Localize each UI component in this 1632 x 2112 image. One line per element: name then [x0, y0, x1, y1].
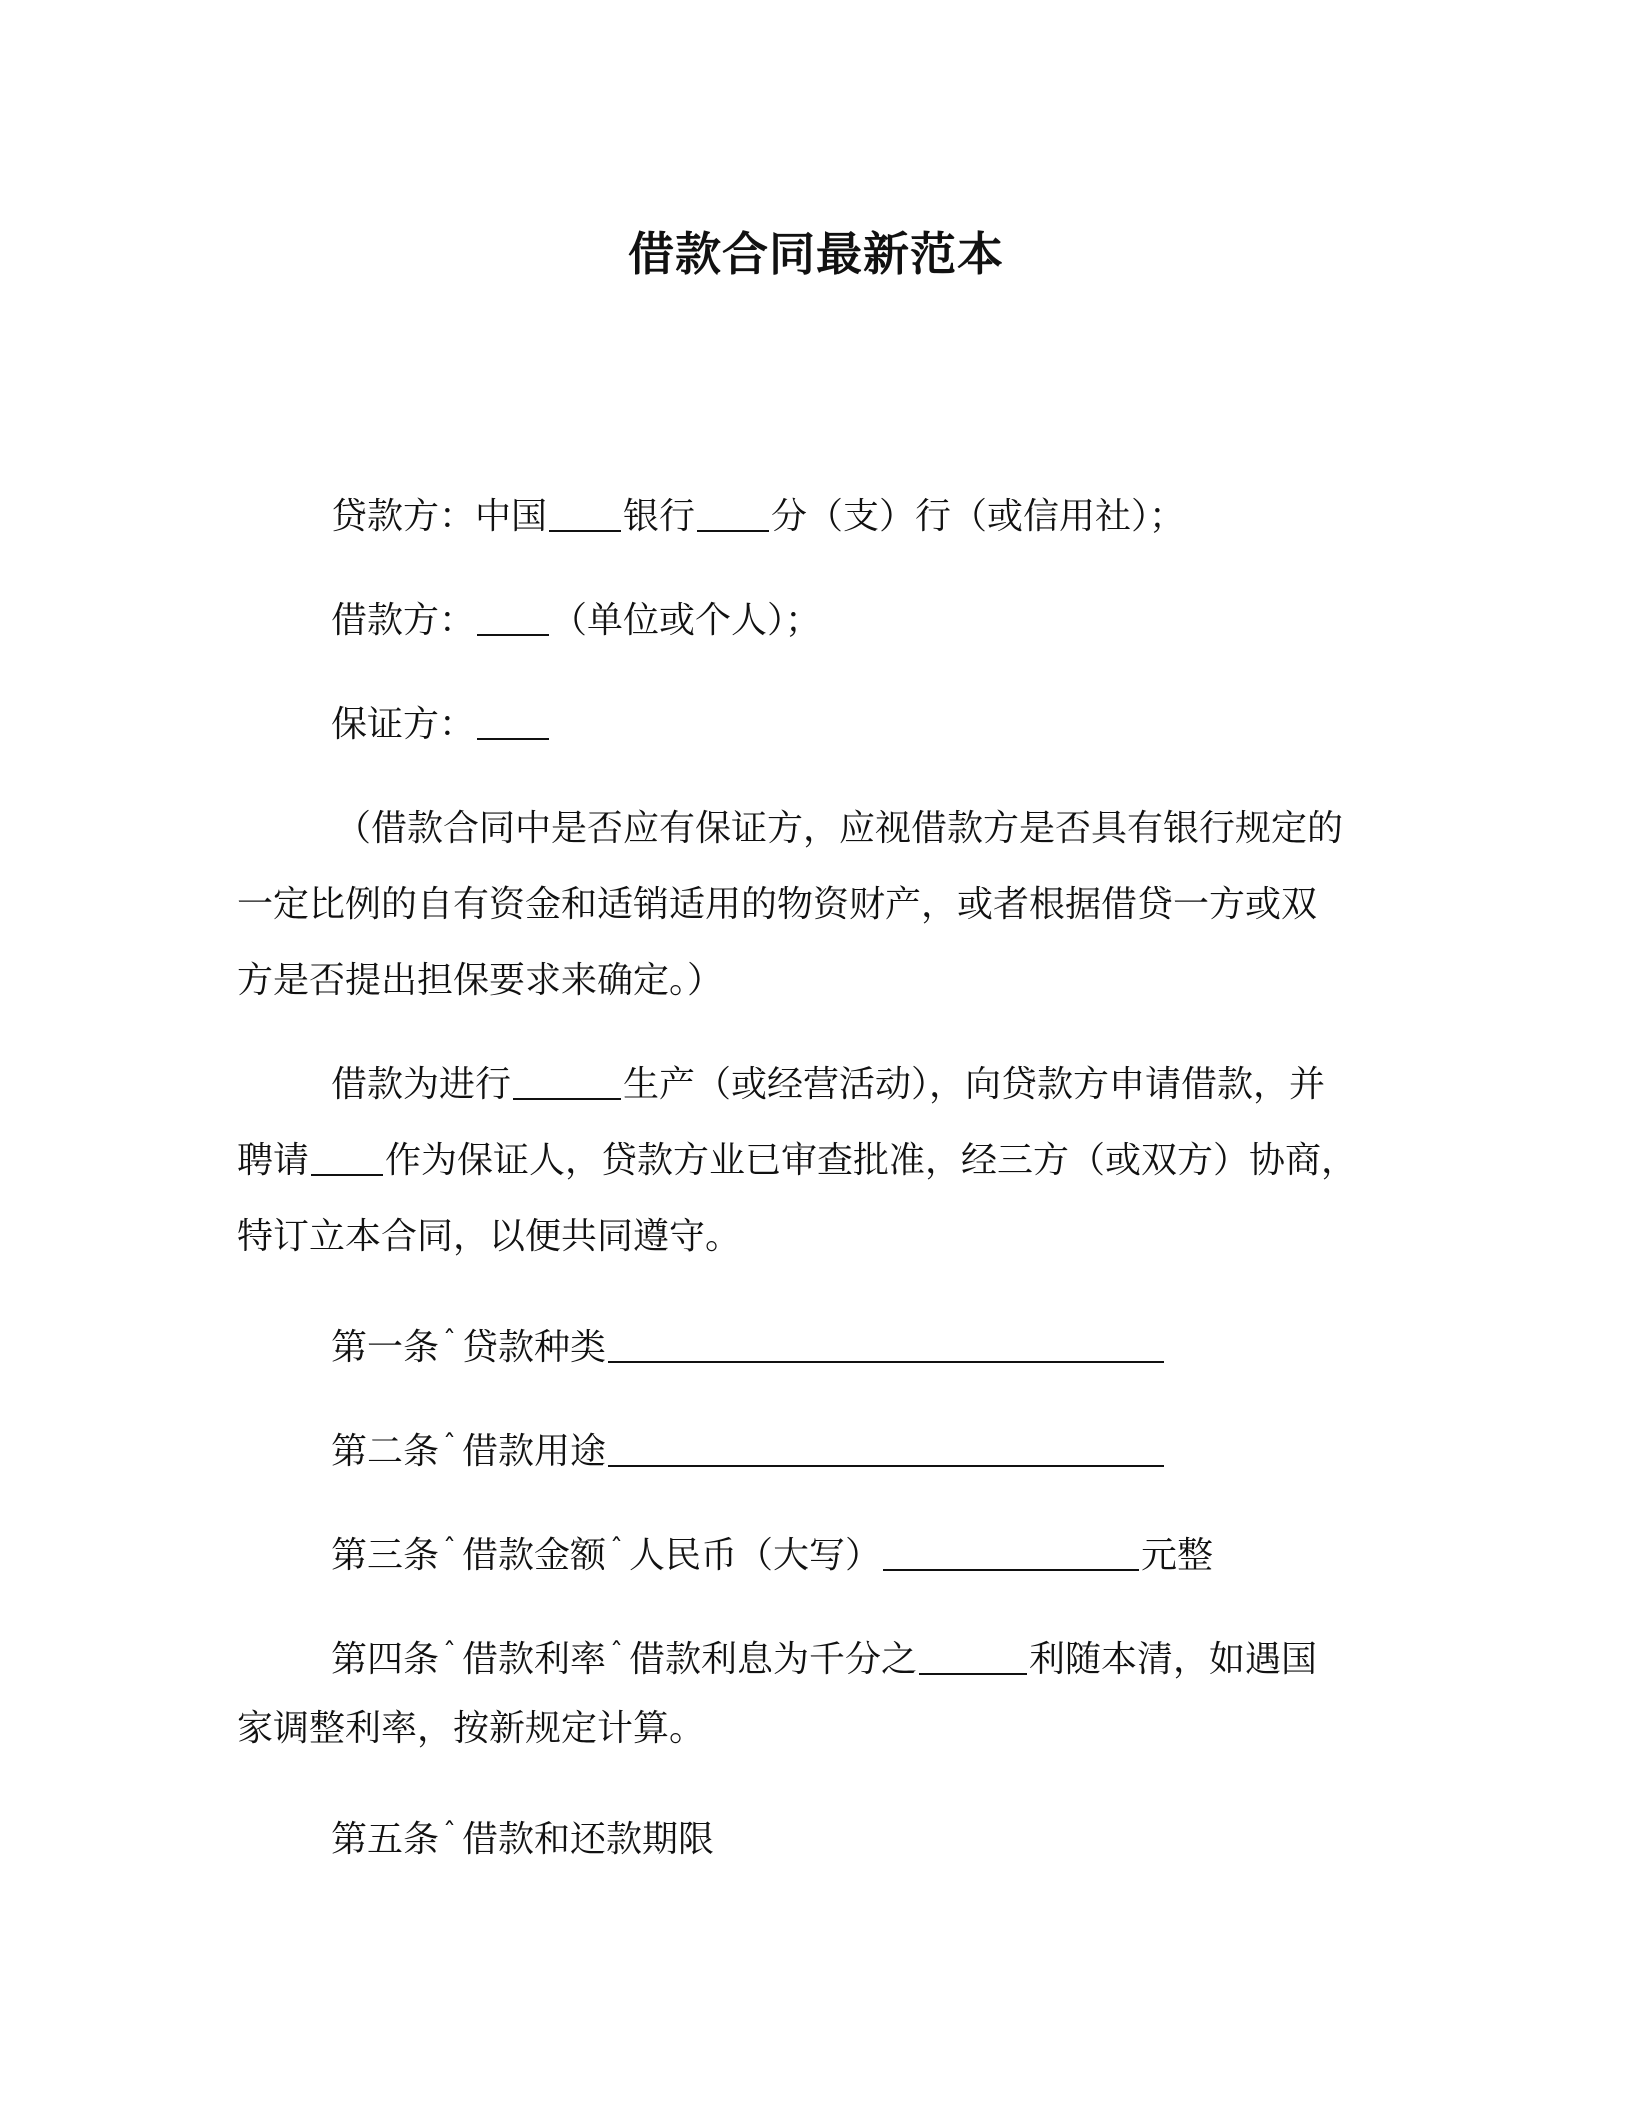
note-line-2: 一定比例的自有资金和适销适用的物资财产，或者根据借贷一方或双 — [237, 884, 1318, 925]
caret-mark: ˆ — [443, 1430, 457, 1460]
note-line-1: （借款合同中是否应有保证方，应视借款方是否具有银行规定的 — [335, 808, 1344, 849]
caret-mark: ˆ — [443, 1534, 457, 1564]
article-4-text2: 借款利息为千分之 — [629, 1639, 918, 1680]
article-5 — [331, 1808, 714, 1865]
article-2-text: 借款用途 — [462, 1431, 607, 1472]
intro-text-1a: 借款为进行 — [331, 1064, 512, 1105]
production-type-blank[interactable] — [513, 1066, 621, 1100]
caret-mark: ˆ — [443, 1326, 457, 1356]
bank-name-blank[interactable] — [549, 498, 621, 532]
note-line-3: 方是否提出担保要求来确定。） — [237, 960, 724, 1001]
intro-line-2 — [237, 1136, 1357, 1186]
article-3-text: 借款金额 — [462, 1535, 607, 1576]
caret-mark: ˆ — [443, 1638, 457, 1668]
intro-line-1 — [331, 1060, 1325, 1110]
article-5-text: 借款和还款期限 — [462, 1819, 715, 1860]
caret-mark: ˆ — [610, 1638, 624, 1668]
article-1-text: 贷款种类 — [462, 1327, 607, 1368]
lender-label: 贷款方： — [331, 496, 476, 537]
guarantor-label: 保证方： — [331, 704, 476, 745]
article-3-suffix: 元整 — [1141, 1535, 1214, 1576]
guarantor-name-blank[interactable] — [477, 706, 549, 740]
caret-mark: ˆ — [443, 1818, 457, 1848]
article-4-text: 借款利率 — [462, 1639, 607, 1680]
guarantor-line — [331, 700, 551, 750]
borrower-line — [331, 596, 821, 646]
lender-part2: 银行 — [623, 496, 696, 537]
article-4-line-2: 家调整利率，按新规定计算。 — [237, 1708, 706, 1749]
lender-line — [331, 492, 1185, 542]
article-5-number: 第五条 — [331, 1819, 440, 1860]
loan-type-blank[interactable] — [608, 1329, 1164, 1363]
interest-rate-blank[interactable] — [919, 1641, 1027, 1675]
article-3 — [331, 1524, 1213, 1581]
intro-text-2a: 聘请 — [237, 1140, 310, 1181]
article-1 — [331, 1316, 1166, 1373]
article-4-suffix: 利随本清，如遇国 — [1029, 1639, 1318, 1680]
document-title: 借款合同最新范本 — [628, 227, 1004, 281]
borrower-part1: （单位或个人）； — [551, 600, 822, 641]
intro-text-2b: 作为保证人，贷款方业已审查批准，经三方（或双方）协商， — [385, 1140, 1358, 1181]
lender-part1: 中国 — [475, 496, 548, 537]
loan-amount-blank[interactable] — [883, 1537, 1139, 1571]
intro-line-3: 特订立本合同，以便共同遵守。 — [237, 1216, 742, 1257]
lender-part3: 分（支）行（或信用社）； — [771, 496, 1186, 537]
borrower-name-blank[interactable] — [477, 602, 549, 636]
article-2-number: 第二条 — [331, 1431, 440, 1472]
loan-purpose-blank[interactable] — [608, 1433, 1164, 1467]
article-3-number: 第三条 — [331, 1535, 440, 1576]
guarantor-hire-blank[interactable] — [311, 1142, 383, 1176]
article-3-text2: 人民币（大写） — [629, 1535, 882, 1576]
caret-mark: ˆ — [610, 1534, 624, 1564]
article-1-number: 第一条 — [331, 1327, 440, 1368]
branch-name-blank[interactable] — [697, 498, 769, 532]
article-4 — [331, 1628, 1317, 1685]
article-2 — [331, 1420, 1166, 1477]
article-4-number: 第四条 — [331, 1639, 440, 1680]
borrower-label: 借款方： — [331, 600, 476, 641]
intro-text-1b: 生产（或经营活动），向贷款方申请借款，并 — [623, 1064, 1326, 1105]
